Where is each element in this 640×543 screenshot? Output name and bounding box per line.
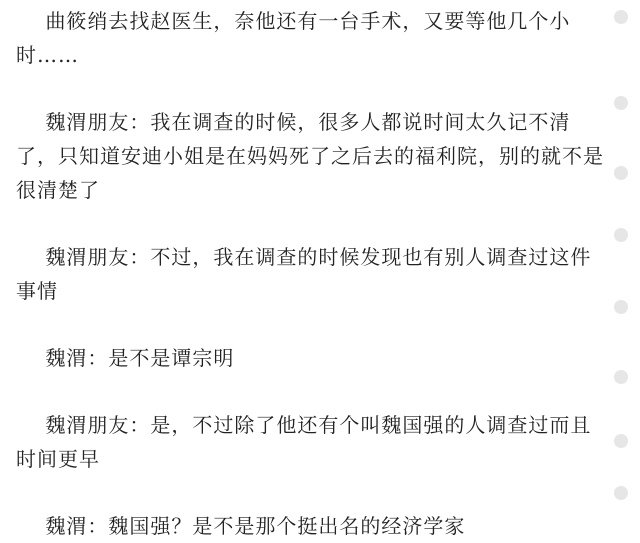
chat-text-area [16,4,606,543]
scroll-indicator-dot[interactable] [614,10,628,24]
paragraph-6: 魏渭：魏国强？是不是那个挺出名的经济学家 [16,514,466,538]
scroll-indicator-dot[interactable] [614,228,628,242]
scroll-indicator-dot[interactable] [614,486,628,500]
scroll-indicator-dot[interactable] [614,370,628,384]
scroll-indicator-dot[interactable] [614,166,628,180]
scroll-indicator-dot[interactable] [614,300,628,314]
paragraph-2: 魏渭朋友：我在调查的时候，很多人都说时间太久记不清了，只知道安迪小姐是在妈妈死了之后去的福利院，别的就不是很清楚了 [16,110,604,202]
scroll-indicator-dot[interactable] [614,434,628,448]
paragraph-3: 魏渭朋友：不过，我在调查的时候发现也有别人调查过这件事情 [16,245,592,303]
paragraph-4: 魏渭：是不是谭宗明 [16,346,235,370]
paragraph-5: 魏渭朋友：是，不过除了他还有个叫魏国强的人调查过而且时间更早 [16,413,592,471]
paragraph-1: 曲筱绡去找赵医生，奈他还有一台手术，又要等他几个小时…… [16,9,571,67]
scroll-indicator-dot[interactable] [614,96,628,110]
